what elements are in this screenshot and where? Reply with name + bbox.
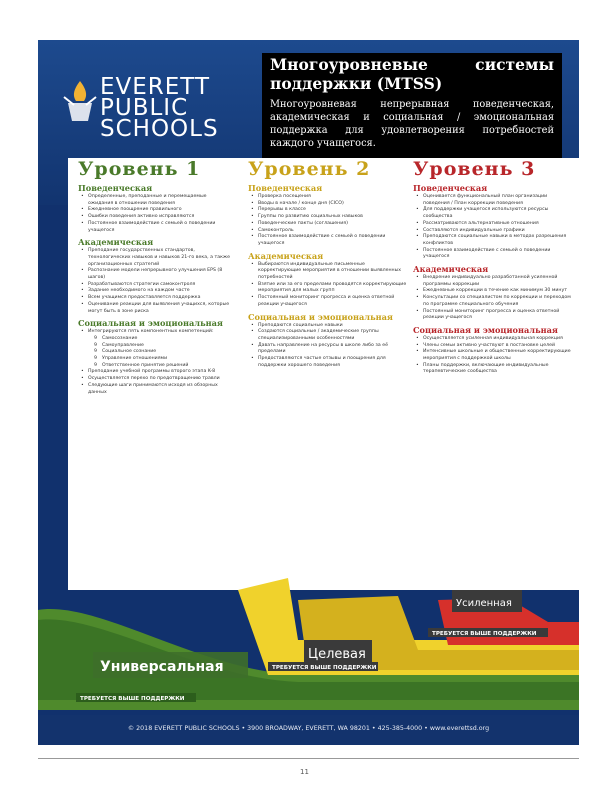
list-item: • Преподание государственных стандартов, технологических навыков и навыков 21-го века, а также организационных стратегий bbox=[88, 248, 233, 268]
list-item: • Консультации со специалистом по коррекции и переходом по программе специального обучения bbox=[423, 295, 573, 308]
section-heading: Поведенческая bbox=[248, 183, 323, 193]
logo-line-1: EVERETT bbox=[100, 74, 211, 100]
list-item: • Постоянное взаимодействие с семьей о поведении учащегося bbox=[423, 248, 573, 261]
logo-line-3: SCHOOLS bbox=[100, 116, 219, 142]
list-item: • Давать направление на ресурсы в школе либо за её пределами bbox=[258, 343, 408, 356]
list-item: • Осуществляется перехо по предотвращению травли bbox=[88, 376, 233, 383]
list-item: • Разрабатываются стратегии самоконтроля bbox=[88, 282, 233, 289]
section-heading: Академическая bbox=[248, 250, 324, 261]
section-heading: Социальная и эмоциональная bbox=[248, 311, 393, 322]
list-item: • Члены семьи активно участвуют в постановке целей bbox=[423, 343, 573, 350]
list-item: • Ежедневное поощрение правильного bbox=[88, 207, 233, 214]
list-item: • Постоянный мониторинг прогресса и оценка ответной реакции учащегося bbox=[423, 309, 573, 322]
list-item: • Перерывы в классе bbox=[258, 207, 408, 214]
section-heading: Социальная и эмоциональная bbox=[413, 324, 558, 335]
list-item: • Осуществляется усиленная индивидуальная коррекция bbox=[423, 336, 573, 343]
level-2-title: Уровень 2 bbox=[248, 158, 371, 180]
page-rule bbox=[38, 758, 579, 759]
list-item: • Следующие шаги принимаются исходя из обзорных данных bbox=[88, 383, 233, 396]
support-label-2: ТРЕБУЕТСЯ ВЫШЕ ПОДДЕРЖКИ bbox=[272, 665, 377, 671]
list-item: • Планы поддержки, включающие индивидуальные терапевтические сообщества bbox=[423, 363, 573, 376]
list-item: • Оценивание реакции для выявления учащихся, которые могут быть в зоне риска bbox=[88, 302, 233, 315]
list-item: • Рассматриваются альтернативные отношения bbox=[423, 221, 573, 228]
list-item: • Для поддержки учащегося используются ресурсы сообщества bbox=[423, 207, 573, 220]
section-list bbox=[248, 262, 408, 309]
section-list bbox=[248, 323, 408, 370]
section-list bbox=[78, 329, 233, 396]
list-item: • Самоконтроль bbox=[258, 228, 408, 235]
level-3-column bbox=[413, 158, 573, 376]
support-label-3: ТРЕБУЕТСЯ ВЫШЕ ПОДДЕРЖКИ bbox=[432, 631, 537, 637]
list-item: • Преподаются социальные навыки в методах разрешения конфликтов bbox=[423, 234, 573, 247]
list-item: • Всем учащимся предоставляется поддержка bbox=[88, 295, 233, 302]
section-list bbox=[413, 194, 573, 261]
intensive-tier-label: Усиленная bbox=[456, 598, 512, 609]
level-1-column bbox=[78, 158, 233, 396]
list-item: • Поведенческие пакты (соглашения) bbox=[258, 221, 408, 228]
list-item: • Интегрируются пять компонентных компетенций: bbox=[88, 329, 233, 336]
document-subtitle: Многоуровневая непрерывная поведенческая, академическая и социальная / эмоциональная поддержка для удовлетворения потребностей каждого учащегося. bbox=[270, 99, 554, 149]
list-item: • Ежедневные коррекции в течение как минимум 30 минут bbox=[423, 288, 573, 295]
level-1-title: Уровень 1 bbox=[78, 158, 201, 180]
list-item: • Преподаются социальные навыки bbox=[258, 323, 408, 330]
document-page bbox=[38, 40, 579, 745]
section-list bbox=[413, 275, 573, 322]
list-item: • Постоянное взаимодействие с семьей о поведении учащегося bbox=[88, 221, 233, 234]
logo-wordmark bbox=[100, 74, 219, 142]
list-item: • Задание необходимого на каждом часте bbox=[88, 288, 233, 295]
targeted-tier-label: Целевая bbox=[308, 647, 366, 662]
level-3-title: Уровень 3 bbox=[413, 158, 536, 180]
list-item: • Вводы в начале / конце дня (CICO) bbox=[258, 201, 408, 208]
list-item: • Определенные, преподанные и перемещаемые ожидания в отношении поведения bbox=[88, 194, 233, 207]
list-item: • Постоянный мониторинг прогресса и оценка ответной реакции учащегося bbox=[258, 295, 408, 308]
support-label-1: ТРЕБУЕТСЯ ВЫШЕ ПОДДЕРЖКИ bbox=[80, 696, 185, 702]
torch-icon bbox=[60, 75, 100, 125]
logo-line-2: PUBLIC bbox=[100, 95, 189, 121]
section-list bbox=[248, 194, 408, 248]
section-heading: Поведенческая bbox=[413, 183, 488, 193]
list-item: • Выбираются индивидуальные письменные корректирующие мероприятия в отношении выявленных потребностей bbox=[258, 262, 408, 282]
section-heading: Поведенческая bbox=[78, 183, 153, 193]
list-item: • Взятие или за его пределами проводятся корректирующие мероприятия для малых групп bbox=[258, 282, 408, 295]
level-2-column bbox=[248, 158, 408, 369]
list-item: • Проверка посещения bbox=[258, 194, 408, 201]
list-item: • Группы по развитию социальных навыков bbox=[258, 214, 408, 221]
list-item: 9 Ответственное принятие решений bbox=[88, 363, 233, 370]
list-item: • Ошибки поведения активно исправляются bbox=[88, 214, 233, 221]
section-list bbox=[78, 248, 233, 315]
section-heading: Социальная и эмоциональная bbox=[78, 318, 223, 329]
list-item: • Преподание учебной программы второго этапа K-8 bbox=[88, 369, 233, 376]
footer-bar: © 2018 EVERETT PUBLIC SCHOOLS • 3900 BROADWAY, EVERETT, WA 98201 • 425-385-4000 • www.everettsd.org bbox=[38, 715, 579, 745]
mtss-pyramid bbox=[38, 560, 579, 710]
list-item: • Создаются социальные / академические группы специализированными особенностями bbox=[258, 329, 408, 342]
universal-tier-label: Универсальная bbox=[100, 659, 224, 675]
list-item: 9 Самоуправление bbox=[88, 343, 233, 350]
section-list bbox=[78, 194, 233, 234]
list-item: • Составляются индивидуальные графики bbox=[423, 228, 573, 235]
list-item: • Внедрение индивидуально разработанной усиленной программы коррекции bbox=[423, 275, 573, 288]
section-heading: Академическая bbox=[413, 264, 489, 275]
section-list bbox=[413, 336, 573, 376]
document-title: Многоуровневые системы поддержки (MTSS) bbox=[270, 55, 554, 93]
levels-content bbox=[68, 158, 579, 590]
list-item: 9 Управление отношениями bbox=[88, 356, 233, 363]
list-item: 9 Самосознание bbox=[88, 336, 233, 343]
page-number: 11 bbox=[300, 768, 309, 776]
list-item: 9 Социальное сознание bbox=[88, 349, 233, 356]
list-item: • Интенсивные школьные и общественные корректирующие мероприятия с поддержкой школы bbox=[423, 349, 573, 362]
list-item: • Постоянное взаимодействие с семьей о поведении учащегося bbox=[258, 234, 408, 247]
list-item: • Предоставляются частые отзывы и поощрения для поддержки хорошего поведения bbox=[258, 356, 408, 369]
section-heading: Академическая bbox=[78, 237, 154, 248]
list-item: • Оценивается функциональный план организации поведения / План коррекции поведения bbox=[423, 194, 573, 207]
list-item: • Распознание модели непрерывного улучшения EPS (8 шагов) bbox=[88, 268, 233, 281]
